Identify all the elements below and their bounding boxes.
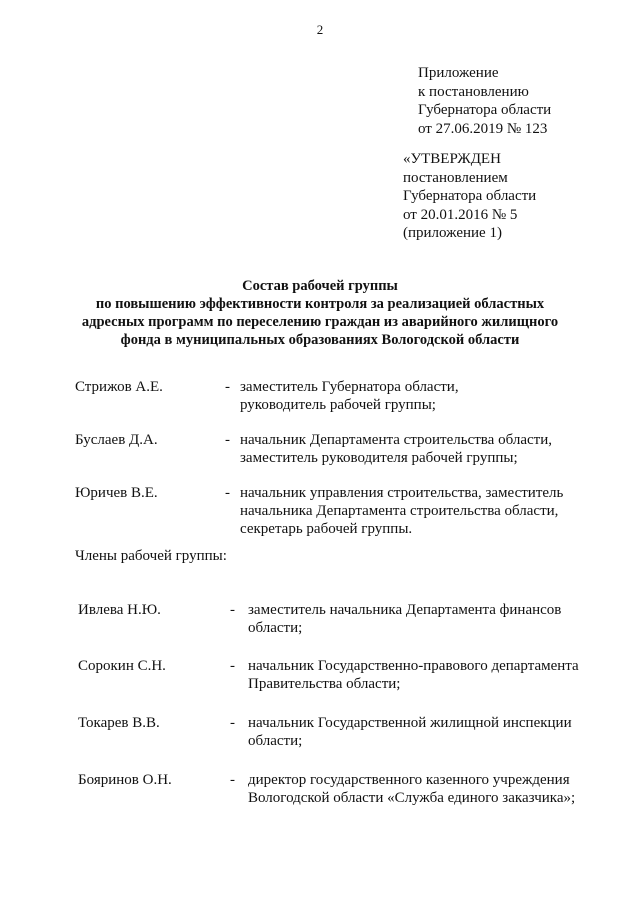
role-line: заместитель начальника Департамента финансов [248, 602, 562, 618]
role-line: заместитель Губернатора области, [240, 379, 459, 395]
member-name: Сорокин С.Н. [78, 658, 166, 674]
title-line: Состав рабочей группы [242, 278, 398, 294]
member-name: Буслаев Д.А. [75, 432, 158, 448]
member-role [248, 657, 579, 693]
approval-line: «УТВЕРЖДЕН [403, 151, 501, 167]
member-name: Токарев В.В. [78, 715, 160, 731]
member-role [240, 378, 459, 414]
role-line: директор государственного казенного учреждения [248, 772, 570, 788]
members-heading: Члены рабочей группы: [75, 548, 227, 564]
dash-separator: - [230, 658, 235, 674]
role-line: руководитель рабочей группы; [240, 397, 436, 413]
role-line: Вологодской области «Служба единого заказчика»; [248, 790, 576, 806]
role-line: Правительства области; [248, 676, 401, 692]
member-name: Стрижов А.Е. [75, 379, 163, 395]
approval-line: постановлением [403, 169, 508, 186]
dash-separator: - [225, 379, 230, 395]
dash-separator: - [230, 715, 235, 731]
dash-separator: - [230, 772, 235, 788]
appendix-reference [418, 64, 551, 138]
member-name: Юричев В.Е. [75, 485, 158, 501]
appendix-line: от 27.06.2019 № 123 [418, 120, 548, 137]
page-number: 2 [316, 22, 324, 37]
approval-line: Губернатора области [403, 188, 537, 204]
dash-separator: - [225, 432, 230, 448]
role-line: области; [248, 733, 303, 749]
title-line: фонда в муниципальных образованиях Вологодской области [120, 332, 520, 348]
member-name: Бояринов О.Н. [78, 772, 172, 788]
role-line: начальник Государственной жилищной инспекции [248, 715, 572, 731]
dash-separator: - [225, 485, 230, 501]
role-line: области; [248, 620, 303, 636]
title-line: по повышению эффективности контроля за реализацией областных [95, 296, 545, 312]
role-line: секретарь рабочей группы. [240, 521, 413, 537]
member-name: Ивлева Н.Ю. [78, 602, 161, 618]
approval-line: (приложение 1) [403, 225, 502, 241]
member-role [240, 431, 552, 467]
member-role [248, 714, 572, 750]
title-line: адресных программ по переселению граждан из аварийного жилищного [81, 314, 559, 330]
member-role [248, 771, 575, 807]
member-role [248, 601, 561, 637]
approval-reference [403, 150, 536, 243]
appendix-line: Приложение [418, 65, 499, 81]
role-line: заместитель руководителя рабочей группы; [240, 450, 518, 466]
role-line: начальник управления строительства, заместитель [240, 485, 564, 501]
approval-line: от 20.01.2016 № 5 [403, 206, 518, 223]
dash-separator: - [230, 602, 235, 618]
role-line: начальник Департамента строительства области, [240, 432, 552, 448]
appendix-line: к постановлению [418, 83, 529, 100]
document-title [40, 277, 600, 349]
appendix-line: Губернатора области [418, 102, 552, 118]
role-line: начальник Государственно-правового департамента [248, 658, 579, 674]
role-line: начальника Департамента строительства области, [240, 503, 559, 519]
member-role [240, 484, 563, 538]
